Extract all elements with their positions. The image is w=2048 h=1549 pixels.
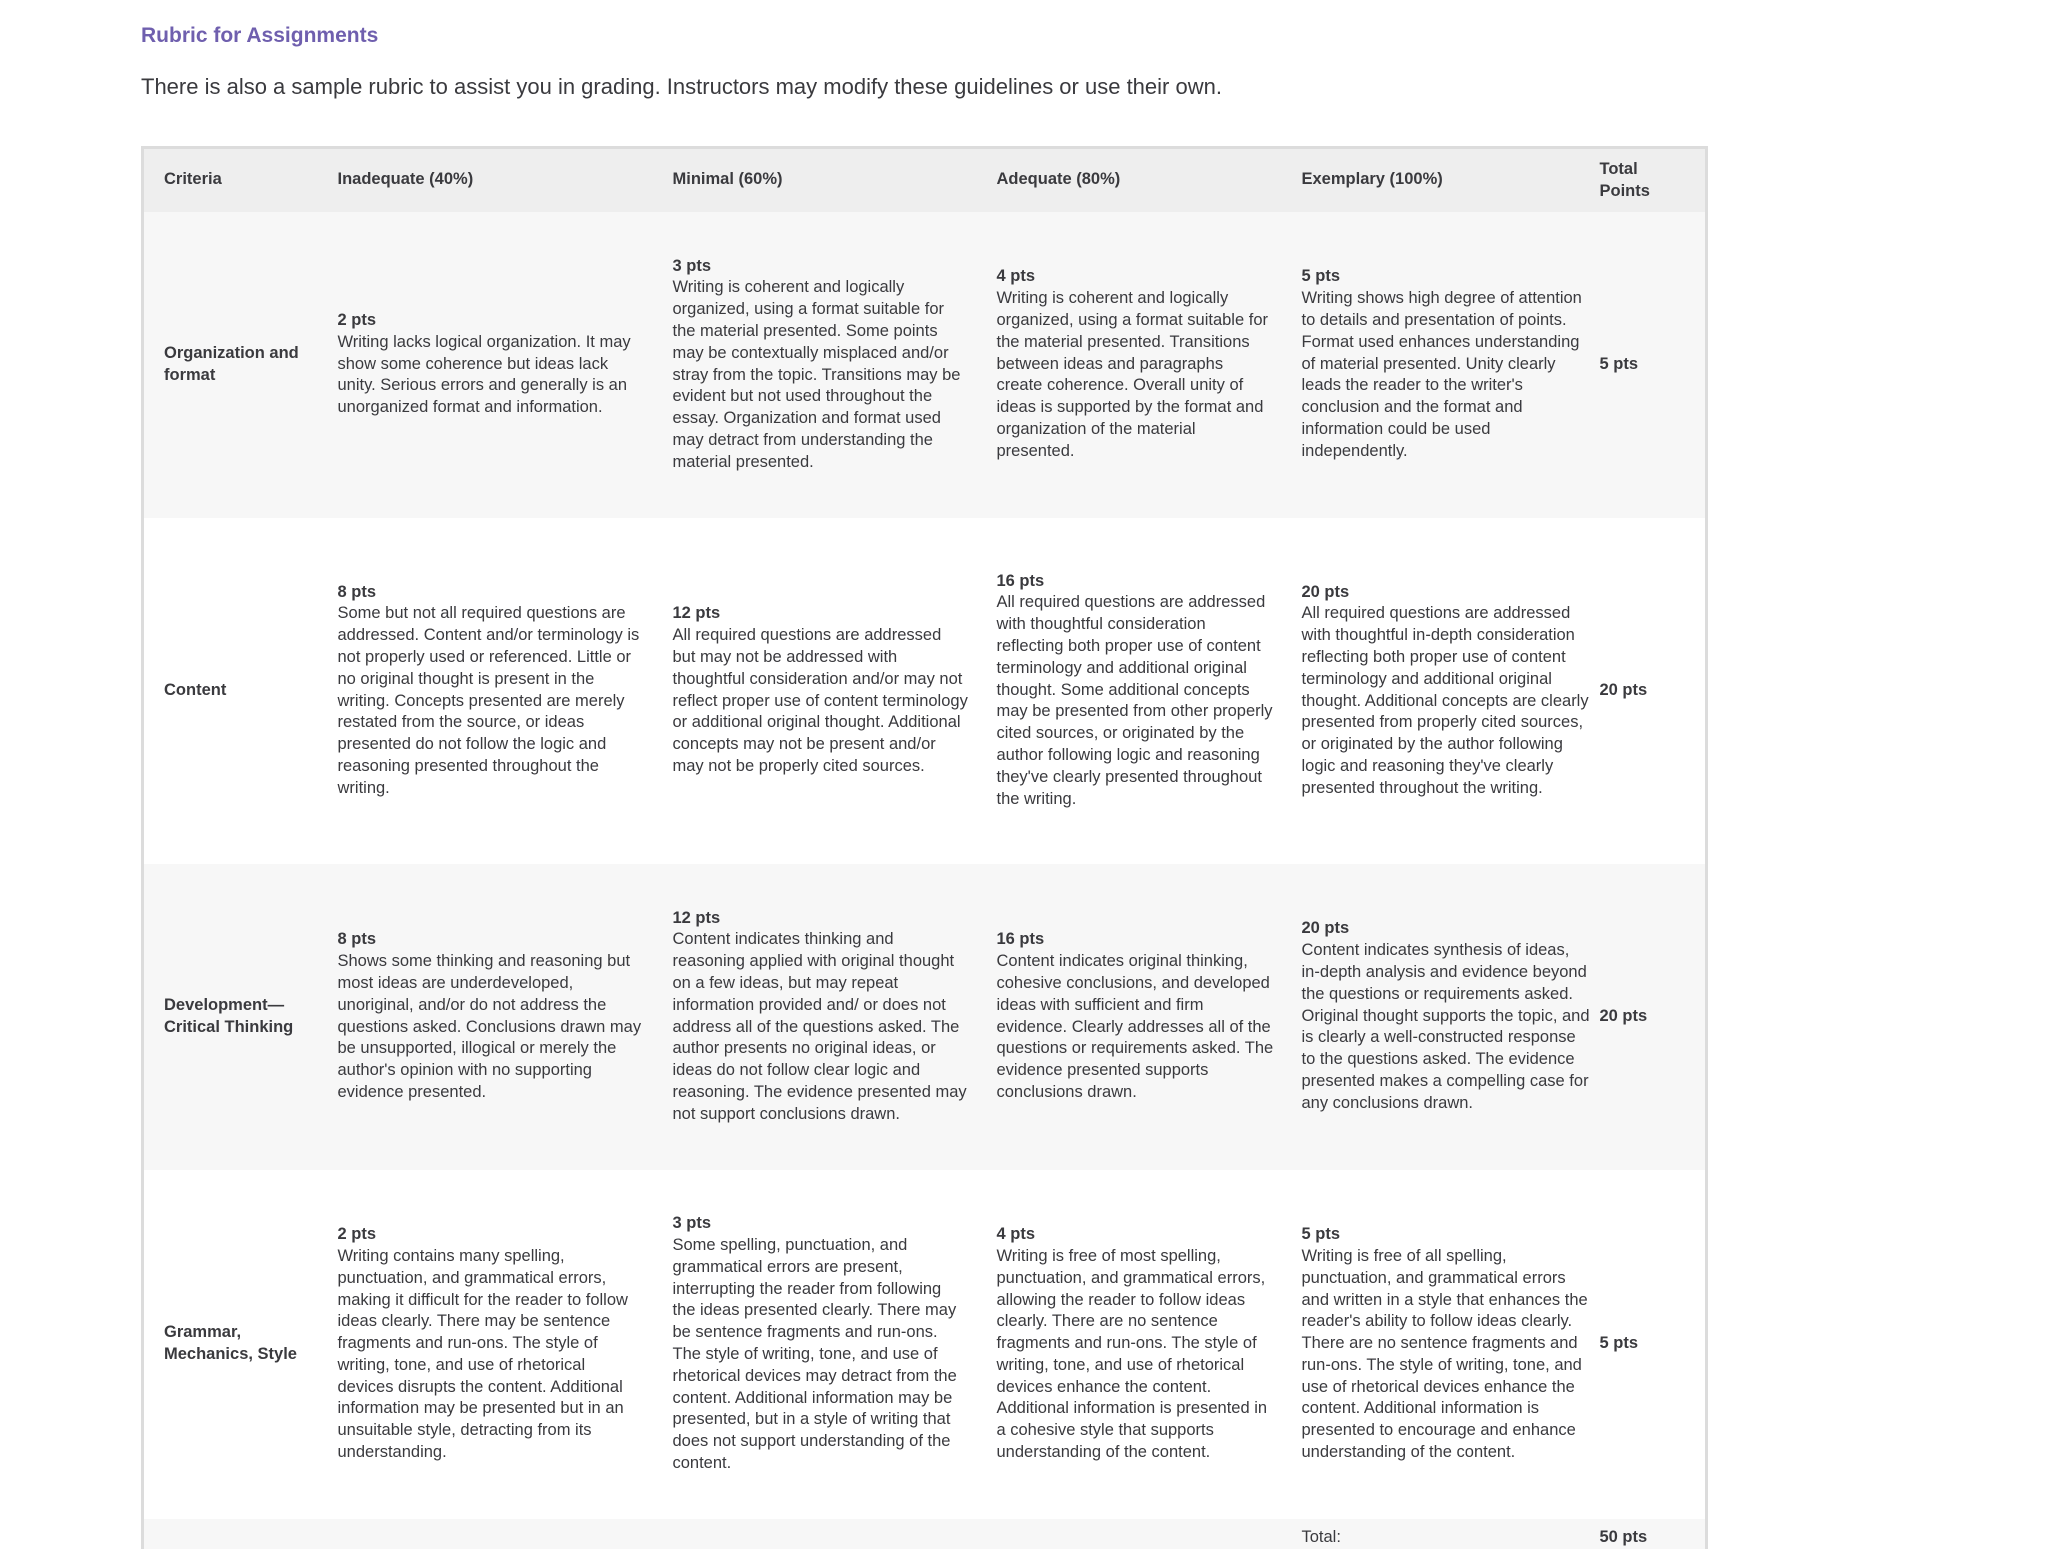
header-total-line2: Points [1599,182,1650,201]
criterion-description: Writing is free of all spelling, punctuation, and grammatical errors and written in a style that enhances the reader's ability to follow ideas clearly. There are no sentence fragments and run-ons. The style of writing, tone, and use of rhetorical devices enhance the content. Additional information is presented to encourage and enhance understanding of the content. [1301,1246,1588,1462]
points-label: 4 pts [996,267,1036,286]
points-label: 5 pts [1301,1225,1341,1244]
points-label: 3 pts [672,1214,712,1233]
points-label: 16 pts [996,571,1045,590]
points-label: 3 pts [672,256,712,275]
header-exemplary: Exemplary (100%) [1282,148,1600,212]
empty-cell [318,1519,653,1549]
criterion-description: All required questions are addressed but may not be addressed with thoughtful consideration and/or may not reflect proper use of content terminology or additional original thought. Additional concepts may not be present and/or may not be properly cited sources. [672,626,968,775]
empty-cell [143,1519,318,1549]
inadequate-cell [318,212,653,518]
adequate-cell [977,864,1282,1170]
header-row [143,148,1707,212]
points-label: 16 pts [996,930,1045,949]
header-criteria: Criteria [143,148,318,212]
total-label: Total: [1282,1519,1600,1549]
adequate-cell [977,1170,1282,1519]
criterion-description: Some but not all required questions are addressed. Content and/or terminology is not properly used or referenced. Little or no original thought is present in the writing. Concepts presented are merely restated from the source, or ideas presented do not follow the logic and reasoning presented throughout the writing. [337,604,640,797]
criterion-description: Writing shows high degree of attention to details and presentation of points. Format used enhances understanding of material presented. Unity clearly leads the reader to the writer's conclusion and the format and information could be used independently. [1301,289,1582,460]
empty-cell [653,1519,977,1549]
points-label: 4 pts [996,1225,1036,1244]
header-total-points [1600,148,1707,212]
points-label: 12 pts [672,604,721,623]
criterion-description: Shows some thinking and reasoning but most ideas are underdeveloped, unoriginal, and/or do not address the questions asked. Conclusions drawn may be unsupported, illogical or merely the author's opinion with no supporting evidence presented. [337,952,642,1101]
total-points-cell: 20 pts [1600,518,1707,864]
points-label: 20 pts [1301,582,1350,601]
exemplary-cell [1282,518,1600,864]
page-title: Rubric for Assignments [141,24,379,47]
total-points-cell: 5 pts [1600,1170,1707,1519]
criterion-cell: Organization and format [143,212,318,518]
total-points-cell: 20 pts [1600,864,1707,1170]
criterion-description: Writing is free of most spelling, punctuation, and grammatical errors, allowing the reader to follow ideas clearly. There are no sentence fragments and run-ons. The style of writing, tone, and use of rhetorical devices enhance the content. Additional information is presented in a cohesive style that supports understanding of the content. [996,1246,1268,1462]
points-label: 2 pts [337,1225,377,1244]
points-label: 12 pts [672,908,721,927]
criterion-description: Writing contains many spelling, punctuation, and grammatical errors, making it difficult for the reader to follow ideas clearly. There may be sentence fragments and run-ons. The style of writing, tone, and use of rhetorical devices disrupts the content. Additional information may be presented but in an unsuitable style, detracting from its understanding. [337,1246,628,1462]
points-label: 2 pts [337,311,377,329]
exemplary-cell [1282,1170,1600,1519]
minimal-cell [653,1170,977,1519]
inadequate-cell [318,518,653,864]
rubric-table [141,146,1708,1549]
points-label: 5 pts [1301,267,1341,286]
criterion-cell: Content [143,518,318,864]
points-label: 8 pts [337,930,377,949]
intro-text: There is also a sample rubric to assist you in grading. Instructors may modify these guidelines or use their own. [141,74,1222,99]
table-row [143,1170,1707,1519]
table-row [143,864,1707,1170]
header-minimal: Minimal (60%) [653,148,977,212]
grand-total-value: 50 pts [1600,1519,1707,1549]
points-label: 8 pts [337,582,377,601]
criterion-cell: Development—Critical Thinking [143,864,318,1170]
adequate-cell [977,212,1282,518]
header-inadequate: Inadequate (40%) [318,148,653,212]
criterion-description: All required questions are addressed with thoughtful consideration reflecting both proper use of content terminology and additional original thought. Some additional concepts may be presented from other properly cited sources, or originated by the author following logic and reasoning they've clearly presented throughout the writing. [996,593,1273,808]
criterion-description: Writing is coherent and logically organized, using a format suitable for the material presented. Transitions between ideas and paragraphs create coherence. Overall unity of ideas is supported by the format and organization of the material presented. [996,289,1268,460]
points-label: 20 pts [1301,919,1350,938]
criterion-description: Writing is coherent and logically organized, using a format suitable for the material presented. Some points may be contextually misplaced and/or stray from the topic. Transitions may be evident but not used throughout the essay. Organization and format used may detract from understanding the material presented. [672,278,961,471]
table-row [143,212,1707,518]
minimal-cell [653,864,977,1170]
criterion-description: Content indicates original thinking, cohesive conclusions, and developed ideas with sufficient and firm evidence. Clearly addresses all of the questions or requirements asked. The evidence presented supports conclusions drawn. [996,952,1274,1101]
exemplary-cell [1282,864,1600,1170]
header-total-line1: Total [1599,160,1638,179]
criterion-description: Content indicates thinking and reasoning applied with original thought on a few ideas, but may repeat information provided and/ or does not address all of the questions asked. The author presents no original ideas, or ideas do not follow clear logic and reasoning. The evidence presented may not support conclusions drawn. [672,930,967,1123]
total-points-cell: 5 pts [1600,212,1707,518]
adequate-cell [977,518,1282,864]
inadequate-cell [318,864,653,1170]
criterion-cell: Grammar, Mechanics, Style [143,1170,318,1519]
empty-cell [977,1519,1282,1549]
total-row [143,1519,1707,1549]
minimal-cell [653,212,977,518]
criterion-description: All required questions are addressed with thoughtful in-depth consideration reflecting both proper use of content terminology and additional original thought. Additional concepts are clearly presented from properly cited sources, or originated by the author following logic and reasoning they've clearly presented throughout the writing. [1301,604,1589,797]
criterion-description: Content indicates synthesis of ideas, in-depth analysis and evidence beyond the questions or requirements asked. Original thought supports the topic, and is clearly a well-constructed response to the questions asked. The evidence presented makes a compelling case for any conclusions drawn. [1301,941,1590,1112]
criterion-description: Writing lacks logical organization. It may show some coherence but ideas lack unity. Serious errors and generally is an unorganized format and information. [337,332,631,417]
criterion-description: Some spelling, punctuation, and grammatical errors are present, interrupting the reader from following the ideas presented clearly. There may be sentence fragments and run-ons. The style of writing, tone, and use of rhetorical devices may detract from the content. Additional information may be presented, but in a style of writing that does not support understanding of the content. [672,1236,957,1472]
header-adequate: Adequate (80%) [977,148,1282,212]
inadequate-cell [318,1170,653,1519]
exemplary-cell [1282,212,1600,518]
minimal-cell [653,518,977,864]
table-row [143,518,1707,864]
